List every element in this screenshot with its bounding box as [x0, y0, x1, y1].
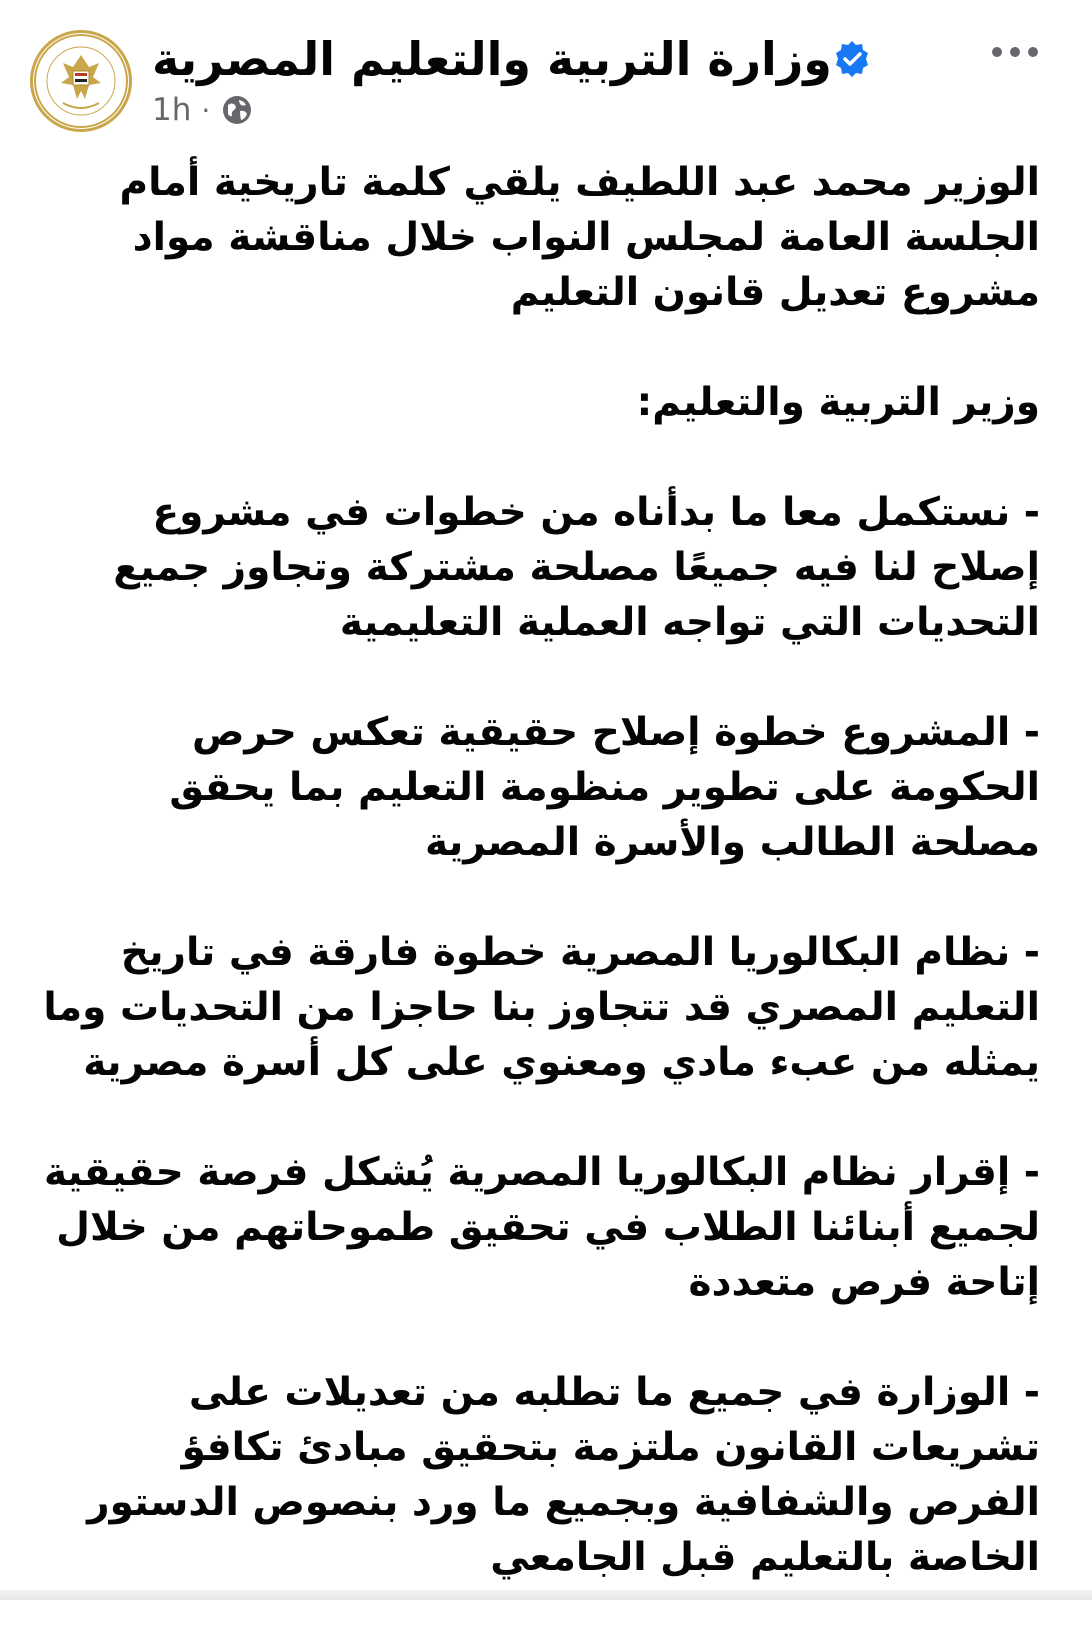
- post-time[interactable]: 1h: [152, 92, 192, 128]
- post-paragraph: - نظام البكالوريا المصرية خطوة فارقة في تاريخ التعليم المصري قد تتجاوز بنا حاجزا من التحديات وما يمثله من عبء مادي ومعنوي على كل أسرة مصرية: [43, 930, 1040, 1085]
- post-headline: الوزير محمد عبد اللطيف يلقي كلمة تاريخية أمام الجلسة العامة لمجلس النواب خلال مناقشة مواد مشروع تعديل قانون التعليم: [119, 160, 1040, 315]
- more-options-icon[interactable]: [990, 40, 1040, 64]
- bottom-divider: [0, 1590, 1092, 1600]
- page-avatar[interactable]: [30, 30, 132, 132]
- verified-badge-icon: [832, 39, 872, 79]
- post-paragraph: - إقرار نظام البكالوريا المصرية يُشكل فرصة حقيقية لجميع أبنائنا الطلاب في تحقيق طموحاتهم من خلال إتاحة فرص متعددة: [43, 1150, 1040, 1305]
- page-name[interactable]: وزارة التربية والتعليم المصرية: [152, 32, 832, 86]
- post-paragraph: - نستكمل معا ما بدأناه من خطوات في مشروع إصلاح لنا فيه جميعًا مصلحة مشتركة وتجاوز جميع التحديات التي تواجه العملية التعليمية: [113, 490, 1040, 645]
- post-paragraph: - المشروع خطوة إصلاح حقيقية تعكس حرص الحكومة على تطوير منظومة التعليم بما يحقق مصلحة الطالب والأسرة المصرية: [169, 710, 1040, 865]
- page-name-row: [152, 26, 880, 92]
- meta-separator: ·: [201, 93, 211, 127]
- globe-icon[interactable]: [220, 93, 254, 127]
- ministry-logo-icon: [33, 33, 129, 129]
- post-paragraph-intro: وزير التربية والتعليم:: [636, 380, 1040, 425]
- post-paragraph: - الوزارة في جميع ما تطلبه من تعديلات على تشريعات القانون ملتزمة بتحقيق مبادئ تكافؤ الفرص والشفافية وبجميع ما ورد بنصوص الدستور الخاصة بالتعليم قبل الجامعي: [87, 1370, 1040, 1580]
- post-meta: [152, 90, 254, 130]
- post-header: [0, 0, 1092, 140]
- post-body: [40, 155, 1060, 1640]
